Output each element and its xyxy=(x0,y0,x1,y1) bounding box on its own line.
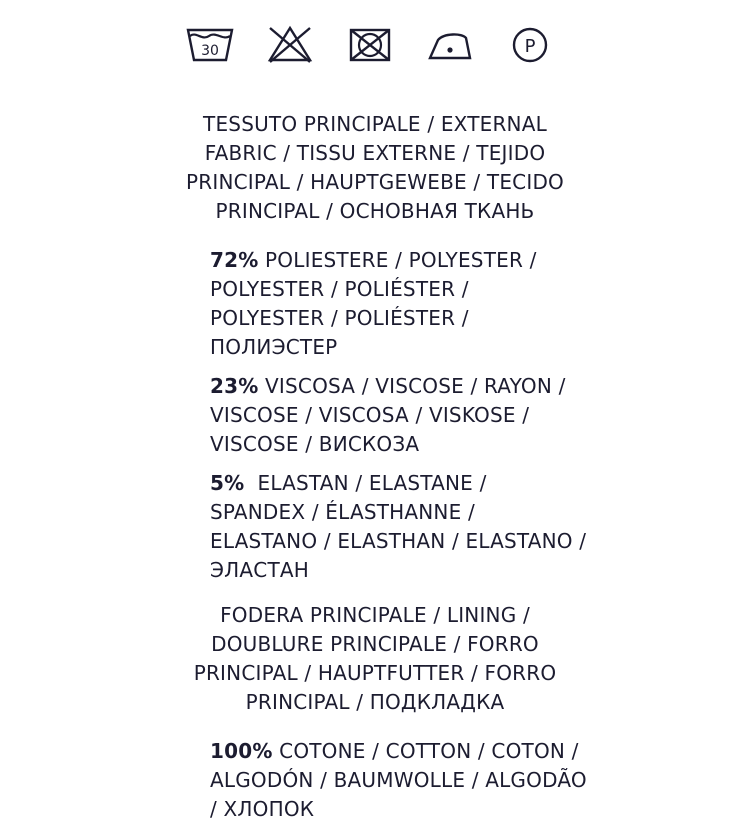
svg-text:30: 30 xyxy=(201,43,219,59)
text-line: POLYESTER / POLIÉSTER / xyxy=(210,306,469,330)
text-line: VISCOSE / ВИСКОЗА xyxy=(210,432,420,456)
section-composition-elastane xyxy=(0,469,740,585)
dry-clean-p-icon xyxy=(502,18,558,66)
spacer xyxy=(0,362,740,372)
iron-low-icon xyxy=(422,18,478,66)
wash-30-icon xyxy=(182,18,238,66)
section-composition-cotton xyxy=(0,737,740,824)
section-composition-polyester xyxy=(0,246,740,362)
text-line: VISCOSE / VISCOSA / VISKOSE / xyxy=(210,403,530,427)
text-line: FODERA PRINCIPALE / LINING / xyxy=(220,603,530,627)
text-line: TESSUTO PRINCIPALE / EXTERNAL xyxy=(203,112,547,136)
do-not-tumble-dry-icon xyxy=(342,18,398,66)
text-line: COTONE / COTTON / COTON / xyxy=(279,739,579,763)
section-composition-viscose xyxy=(0,372,740,459)
percent-value: 72% xyxy=(210,248,259,272)
percent-value: 23% xyxy=(210,374,259,398)
text-line: ALGODÓN / BAUMWOLLE / ALGODÃO xyxy=(210,768,587,792)
text-line: VISCOSA / VISCOSE / RAYON / xyxy=(265,374,566,398)
spacer xyxy=(0,459,740,469)
spacer xyxy=(0,717,740,737)
svg-text:P: P xyxy=(524,36,536,57)
text-line: ELASTANO / ELASTHAN / ELASTANO / xyxy=(210,529,587,553)
text-line: POLYESTER / POLIÉSTER / xyxy=(210,277,469,301)
text-line: SPANDEX / ÉLASTHANNE / xyxy=(210,500,475,524)
text-line: DOUBLURE PRINCIPALE / FORRO xyxy=(211,632,539,656)
text-line: POLIESTERE / POLYESTER / xyxy=(265,248,537,272)
do-not-bleach-icon xyxy=(262,18,318,66)
text-line: ELASTAN / ELASTANE / xyxy=(257,471,487,495)
text-line: / ХЛОПОК xyxy=(210,797,315,821)
spacer xyxy=(0,585,740,601)
text-line: ЭЛАСТАН xyxy=(210,558,309,582)
text-line: PRINCIPAL / ПОДКЛАДКА xyxy=(245,690,505,714)
text-line: ПОЛИЭСТЕР xyxy=(210,335,338,359)
spacer xyxy=(0,226,740,246)
label-text-content xyxy=(0,110,740,824)
text-line: PRINCIPAL / HAUPTGEWEBE / TECIDO xyxy=(186,170,564,194)
composition-line xyxy=(210,246,740,275)
care-symbol-row xyxy=(0,18,740,66)
percent-value: 5% xyxy=(210,471,245,495)
section-external-fabric-header xyxy=(0,110,740,226)
text-line: PRINCIPAL / HAUPTFUTTER / FORRO xyxy=(193,661,557,685)
composition-line xyxy=(210,737,740,766)
percent-value: 100% xyxy=(210,739,273,763)
text-line: PRINCIPAL / ОСНОВНАЯ ТКАНЬ xyxy=(215,199,535,223)
composition-line xyxy=(210,469,740,498)
composition-line xyxy=(210,372,740,401)
section-lining-header xyxy=(0,601,740,717)
text-line: FABRIC / TISSU EXTERNE / TEJIDO xyxy=(204,141,546,165)
